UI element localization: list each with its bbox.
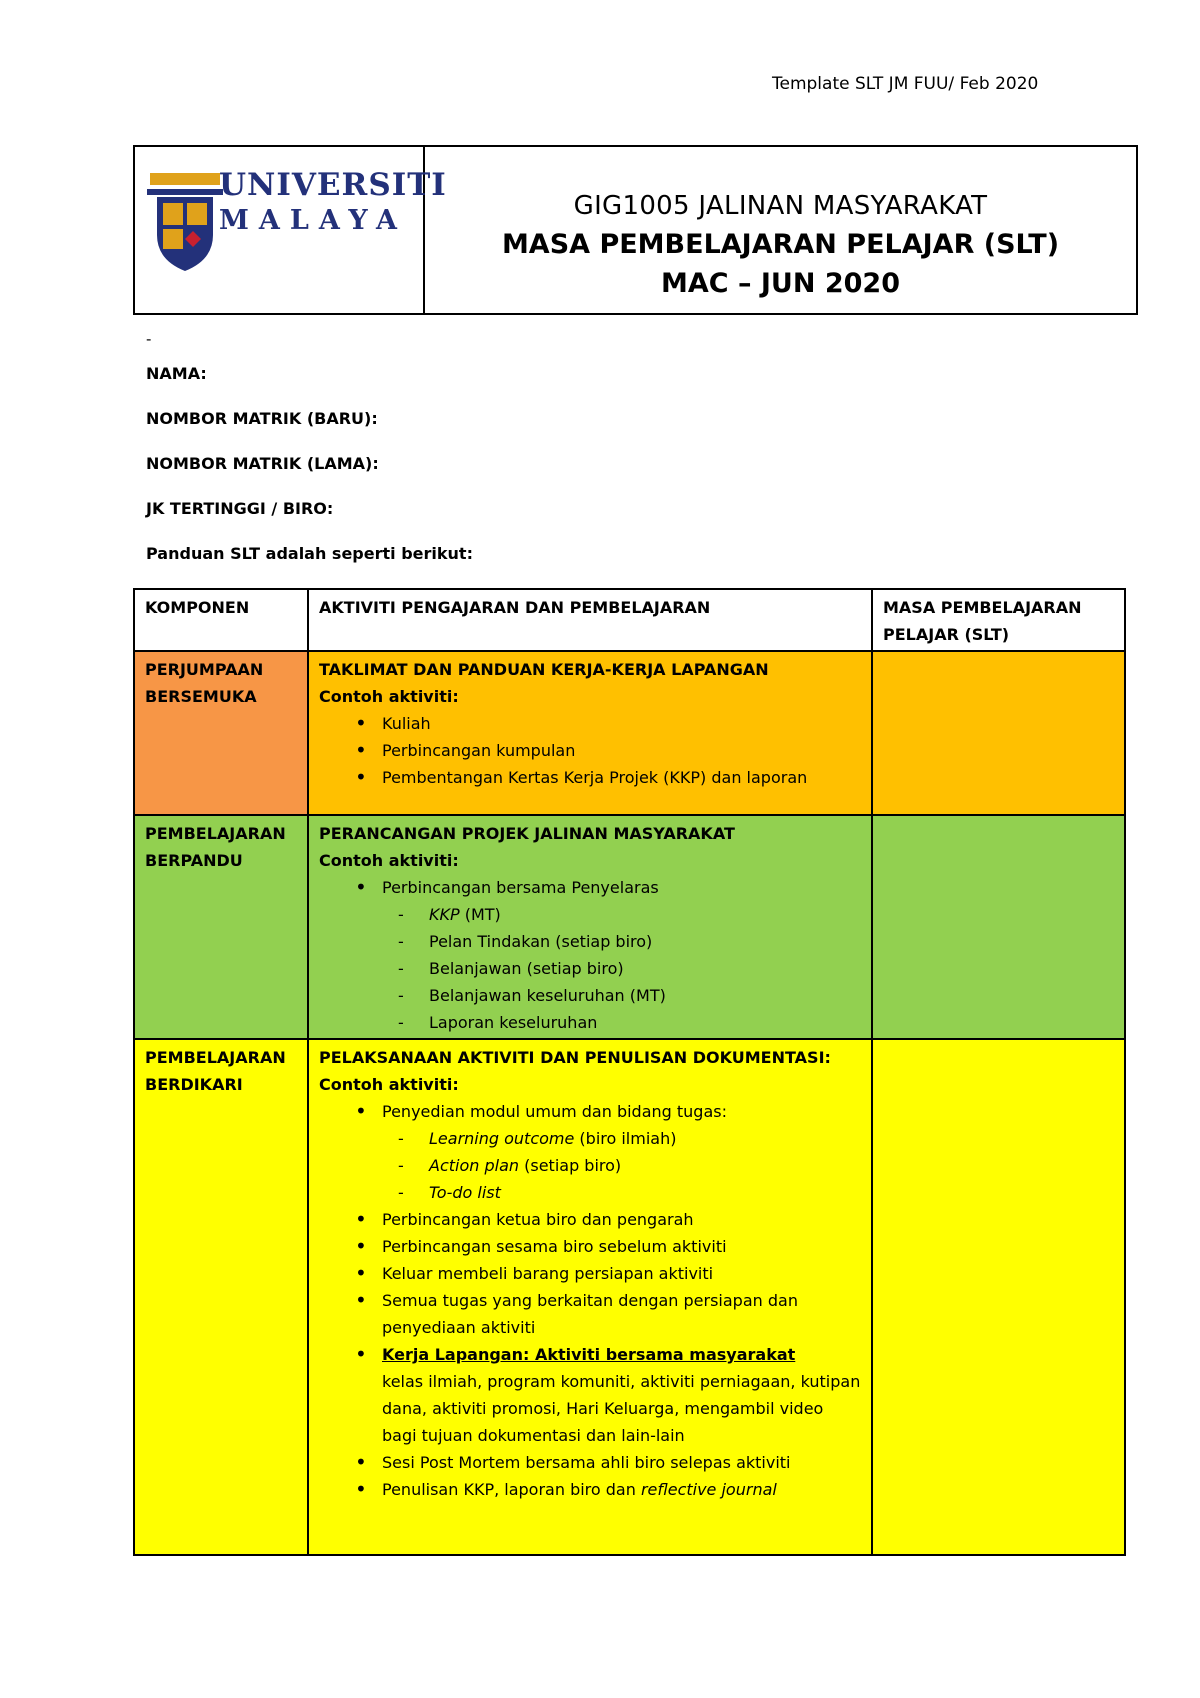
dash-rest: (biro ilmiah) (574, 1129, 677, 1148)
header-box (133, 145, 1138, 315)
penulisan-text: Penulisan KKP, laporan biro dan (382, 1480, 641, 1499)
row3-aktiviti (308, 1039, 872, 1555)
dash-item: - Laporan keseluruhan (319, 1009, 861, 1036)
row1-aktiviti (308, 651, 872, 815)
header-aktiviti: AKTIVITI PENGAJARAN DAN PEMBELAJARAN (308, 589, 872, 651)
dash-mark: - (146, 330, 152, 348)
dash-item: - Pelan Tindakan (setiap biro) (319, 928, 861, 955)
field-matrik-baru: NOMBOR MATRIK (BARU): (146, 409, 378, 428)
list-item: • Perbincangan ketua biro dan pengarah (319, 1206, 861, 1233)
logo-text-universiti: UNIVERSITI (219, 167, 447, 203)
field-matrik-lama: NOMBOR MATRIK (LAMA): (146, 454, 379, 473)
list-item: • Semua tugas yang berkaitan dengan persiapan dan penyediaan aktiviti (319, 1287, 861, 1341)
crest-icon (145, 165, 225, 275)
dash-italic: Action plan (429, 1156, 520, 1175)
period-title: MAC – JUN 2020 (661, 268, 900, 299)
header-slt: MASA PEMBELAJARAN PELAJAR (SLT) (872, 589, 1125, 651)
row2-heading: PERANCANGAN PROJEK JALINAN MASYARAKAT (319, 824, 735, 843)
kerja-text: kelas ilmiah, program komuniti, aktiviti perniagaan, kutipan dana, aktiviti promosi, Hari Keluarga, mengambil video bagi tujuan dokumentasi dan lain-lain (382, 1372, 861, 1445)
field-jk: JK TERTINGGI / BIRO: (146, 499, 334, 518)
dash-rest: (setiap biro) (519, 1156, 622, 1175)
list-item: • Perbincangan kumpulan (319, 737, 861, 764)
dash-item: - Belanjawan keseluruhan (MT) (319, 982, 861, 1009)
dash-item (319, 901, 861, 928)
field-panduan: Panduan SLT adalah seperti berikut: (146, 544, 473, 563)
template-note: Template SLT JM FUU/ Feb 2020 (772, 74, 1039, 94)
main-title: MASA PEMBELAJARAN PELAJAR (SLT) (501, 229, 1060, 260)
table-row (134, 1039, 1125, 1555)
table-row (134, 815, 1125, 1039)
row1-slt-cell[interactable] (872, 651, 1125, 815)
dash-item (319, 1125, 861, 1152)
list-item: • Sesi Post Mortem bersama ahli biro selepas aktiviti (319, 1449, 861, 1476)
list-item: • Perbincangan sesama biro sebelum aktiviti (319, 1233, 861, 1260)
list-item (319, 1341, 861, 1449)
penulisan-italic: reflective journal (640, 1480, 777, 1499)
slt-table (133, 588, 1126, 1556)
row2-aktiviti (308, 815, 872, 1039)
list-item (319, 1476, 861, 1503)
row2-komponen: PEMBELAJARAN BERPANDU (134, 815, 308, 1039)
university-logo (135, 147, 447, 313)
row1-komponen: PERJUMPAAN BERSEMUKA (134, 651, 308, 815)
dash-rest: (MT) (459, 905, 501, 924)
course-title: GIG1005 JALINAN MASYARAKAT (573, 191, 988, 221)
dash-italic: Learning outcome (429, 1129, 575, 1148)
dash-italic: To-do list (429, 1183, 501, 1202)
row3-sub: Contoh aktiviti: (319, 1075, 459, 1094)
list-item: • Penyedian modul umum dan bidang tugas: (319, 1098, 861, 1125)
kerja-heading: Kerja Lapangan: Aktiviti bersama masyarakat (382, 1345, 796, 1364)
row3-komponen: PEMBELAJARAN BERDIKARI (134, 1039, 308, 1555)
row2-slt-cell[interactable] (872, 815, 1125, 1039)
table-row (134, 651, 1125, 815)
field-nama: NAMA: (146, 364, 207, 383)
title-block (425, 147, 1136, 313)
row2-sub: Contoh aktiviti: (319, 851, 459, 870)
row1-sub: Contoh aktiviti: (319, 687, 459, 706)
dash-item (319, 1152, 861, 1179)
list-item: • Pembentangan Kertas Kerja Projek (KKP) dan laporan (319, 764, 861, 791)
dash-italic: KKP (429, 905, 460, 924)
header-komponen: KOMPONEN (134, 589, 308, 651)
row1-heading: TAKLIMAT DAN PANDUAN KERJA-KERJA LAPANGAN (319, 660, 769, 679)
dash-item: - Belanjawan (setiap biro) (319, 955, 861, 982)
logo-text-malaya: MALAYA (219, 205, 407, 236)
dash-item (319, 1179, 861, 1206)
row3-slt-cell[interactable] (872, 1039, 1125, 1555)
student-fields (146, 364, 473, 589)
table-header-row (134, 589, 1125, 651)
list-item: • Keluar membeli barang persiapan aktiviti (319, 1260, 861, 1287)
row3-heading: PELAKSANAAN AKTIVITI DAN PENULISAN DOKUMENTASI: (319, 1048, 831, 1067)
list-item: • Kuliah (319, 710, 861, 737)
list-item: • Perbincangan bersama Penyelaras (319, 874, 861, 901)
